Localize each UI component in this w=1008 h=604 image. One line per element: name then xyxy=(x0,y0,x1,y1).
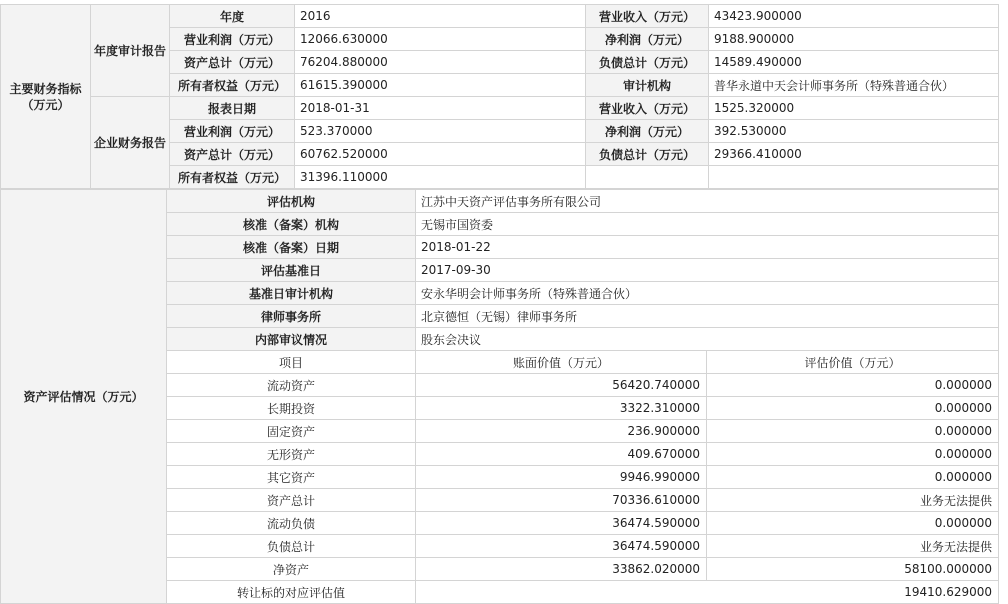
info-value: 2017-09-30 xyxy=(416,259,999,282)
book-value: 9946.990000 xyxy=(416,466,707,489)
info-value: 股东会决议 xyxy=(416,328,999,351)
appraised-value: 0.000000 xyxy=(707,443,999,466)
info-label: 评估基准日 xyxy=(167,259,416,282)
valuation-section-label: 资产评估情况（万元） xyxy=(1,190,167,604)
field-label: 资产总计（万元） xyxy=(170,143,295,166)
info-value: 2018-01-22 xyxy=(416,236,999,259)
field-label: 净利润（万元） xyxy=(586,28,709,51)
field-label: 审计机构 xyxy=(586,74,709,97)
item-name: 流动负债 xyxy=(167,512,416,535)
field-value: 14589.490000 xyxy=(709,51,999,74)
book-value: 3322.310000 xyxy=(416,397,707,420)
transfer-value-label: 转让标的对应评估值 xyxy=(167,581,416,604)
enterprise-report-label: 企业财务报告 xyxy=(91,97,170,189)
field-value: 61615.390000 xyxy=(295,74,586,97)
field-label: 负债总计（万元） xyxy=(586,143,709,166)
info-label: 内部审议情况 xyxy=(167,328,416,351)
info-value: 江苏中天资产评估事务所有限公司 xyxy=(416,190,999,213)
item-name: 流动资产 xyxy=(167,374,416,397)
field-label: 资产总计（万元） xyxy=(170,51,295,74)
field-label: 营业收入（万元） xyxy=(586,97,709,120)
annual-audit-label: 年度审计报告 xyxy=(91,5,170,97)
item-name: 固定资产 xyxy=(167,420,416,443)
field-value: 普华永道中天会计师事务所（特殊普通合伙） xyxy=(709,74,999,97)
appraised-value: 0.000000 xyxy=(707,512,999,535)
info-label: 基准日审计机构 xyxy=(167,282,416,305)
info-label: 核准（备案）日期 xyxy=(167,236,416,259)
field-label: 净利润（万元） xyxy=(586,120,709,143)
column-header-book-value: 账面价值（万元） xyxy=(416,351,707,374)
field-value: 43423.900000 xyxy=(709,5,999,28)
field-value: 2018-01-31 xyxy=(295,97,586,120)
appraised-value: 0.000000 xyxy=(707,420,999,443)
item-name: 净资产 xyxy=(167,558,416,581)
item-name: 资产总计 xyxy=(167,489,416,512)
book-value: 56420.740000 xyxy=(416,374,707,397)
info-row xyxy=(1,190,999,213)
info-value: 北京德恒（无锡）律师事务所 xyxy=(416,305,999,328)
field-value: 523.370000 xyxy=(295,120,586,143)
info-label: 评估机构 xyxy=(167,190,416,213)
field-label: 所有者权益（万元） xyxy=(170,166,295,189)
book-value: 36474.590000 xyxy=(416,512,707,535)
appraised-value: 业务无法提供 xyxy=(707,489,999,512)
item-name: 无形资产 xyxy=(167,443,416,466)
item-name: 负债总计 xyxy=(167,535,416,558)
item-name: 其它资产 xyxy=(167,466,416,489)
field-label: 报表日期 xyxy=(170,97,295,120)
book-value: 33862.020000 xyxy=(416,558,707,581)
financial-indicators-table xyxy=(0,4,999,189)
appraised-value: 58100.000000 xyxy=(707,558,999,581)
book-value: 409.670000 xyxy=(416,443,707,466)
annual-row-1 xyxy=(1,5,999,28)
appraised-value: 0.000000 xyxy=(707,374,999,397)
transfer-value: 19410.629000 xyxy=(416,581,999,604)
field-label: 负债总计（万元） xyxy=(586,51,709,74)
empty-cell xyxy=(586,166,709,189)
book-value: 236.900000 xyxy=(416,420,707,443)
field-value: 60762.520000 xyxy=(295,143,586,166)
field-value: 76204.880000 xyxy=(295,51,586,74)
field-value: 2016 xyxy=(295,5,586,28)
field-value: 29366.410000 xyxy=(709,143,999,166)
field-value: 12066.630000 xyxy=(295,28,586,51)
column-header-appraised-value: 评估价值（万元） xyxy=(707,351,999,374)
item-name: 长期投资 xyxy=(167,397,416,420)
field-label: 营业利润（万元） xyxy=(170,120,295,143)
info-value: 安永华明会计师事务所（特殊普通合伙） xyxy=(416,282,999,305)
book-value: 70336.610000 xyxy=(416,489,707,512)
info-label: 律师事务所 xyxy=(167,305,416,328)
column-header-item: 项目 xyxy=(167,351,416,374)
field-value: 31396.110000 xyxy=(295,166,586,189)
info-value: 无锡市国资委 xyxy=(416,213,999,236)
financial-section-label: 主要财务指标（万元） xyxy=(1,5,91,189)
asset-valuation-table xyxy=(0,189,999,604)
field-value: 392.530000 xyxy=(709,120,999,143)
enterprise-row-1 xyxy=(1,97,999,120)
appraised-value: 0.000000 xyxy=(707,466,999,489)
appraised-value: 业务无法提供 xyxy=(707,535,999,558)
field-value: 1525.320000 xyxy=(709,97,999,120)
field-label: 营业利润（万元） xyxy=(170,28,295,51)
info-label: 核准（备案）机构 xyxy=(167,213,416,236)
field-label: 年度 xyxy=(170,5,295,28)
field-label: 营业收入（万元） xyxy=(586,5,709,28)
appraised-value: 0.000000 xyxy=(707,397,999,420)
empty-cell xyxy=(709,166,999,189)
field-label: 所有者权益（万元） xyxy=(170,74,295,97)
field-value: 9188.900000 xyxy=(709,28,999,51)
book-value: 36474.590000 xyxy=(416,535,707,558)
